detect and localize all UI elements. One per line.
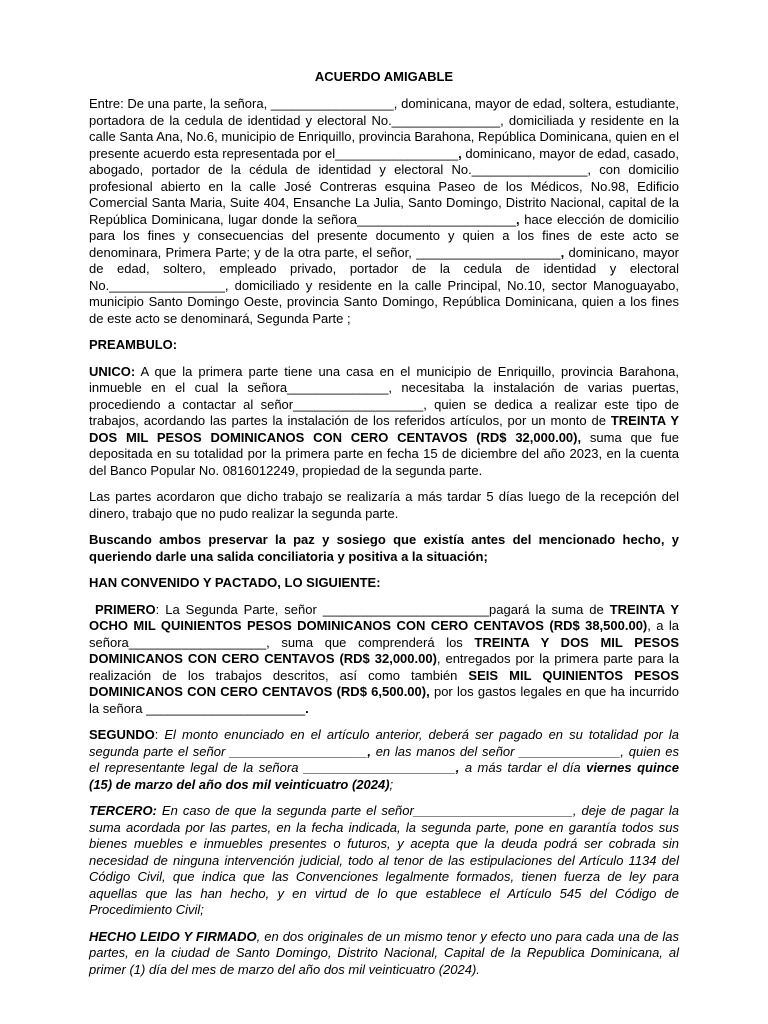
parties-text-3: hace elección de domicilio para los fines y consecuencias del presente documento y quien a los fines de este acto se denominara, Primera Parte; y de la otra parte, el señor, ____________________ [89, 211, 679, 260]
segundo-label: SEGUNDO [89, 727, 155, 742]
segundo-comma-2: , [455, 760, 460, 775]
segundo-paragraph [89, 727, 679, 793]
segundo-text-3: a más tardar el día [459, 760, 587, 775]
buscando-paragraph: Buscando ambos preservar la paz y sosiego que existía antes del mencionado hecho, y queriendo darle una salida conciliatoria y positiva a la situación; [89, 532, 679, 564]
parties-paragraph [89, 96, 679, 327]
hecho-paragraph [89, 929, 679, 979]
hecho-label: HECHO LEIDO Y FIRMADO [89, 928, 257, 944]
parties-text-1: Entre: De una parte, la señora, _________________, dominicana, mayor de edad, soltera, estudiante, portadora de la cedula de identidad y electoral No._______________, domiciliada y residente en la calle Santa Ana, No.6, municipio de Enriquillo, provincia Barahona, República Dominicana, quien en el presente acuerdo esta representada por el_________________ [89, 96, 679, 161]
segundo-colon: : [154, 727, 165, 742]
document-title: ACUERDO AMIGABLE [314, 69, 454, 84]
primero-end: . [305, 700, 309, 716]
segundo-date: viernes quince (15) de marzo del año dos mil veinticuatro (2024) [89, 760, 679, 792]
primero-amount-2: TREINTA Y DOS MIL PESOS DOMINICANOS CON CERO CENTAVOS (RD$ 32,000.00) [89, 634, 679, 666]
tercero-paragraph [89, 803, 679, 919]
preambulo-heading: PREAMBULO: [89, 337, 178, 352]
segundo-text-1: El monto enunciado en el artículo anterior, deberá ser pagado en su totalidad por la segunda parte el señor ___________________ [89, 727, 679, 759]
parties-text-4: dominicano, mayor de edad, soltero, empleado privado, portador de la cedula de identidad y electoral No.________________, domiciliado y residente en la calle Principal, No.10, sector Manoguayabo, municipio Santo Domingo Oeste, provincia Santo Domingo, República Dominicana, quien a los fines de este acto se denominará, Segunda Parte ; [89, 244, 679, 326]
primero-text-1: : La Segunda Parte, señor _______________________pagará la suma de [155, 601, 610, 617]
unico-label: UNICO: [89, 363, 136, 379]
primero-text-4: por los gastos legales en que ha incurrido la señora ______________________ [89, 684, 680, 716]
parties-comma-3: , [560, 244, 565, 260]
primero-text-2: , a la señora___________________, suma que comprenderá los [89, 618, 679, 650]
hecho-text: , en dos originales de un mismo tenor y efecto uno para cada una de las partes, en la ciudad de Santo Domingo, Distrito Nacional, Capital de la Republica Dominicana, al primer (1) día del mes de marzo del año dos mil veinticuatro (2024). [89, 928, 679, 977]
segundo-comma-1: , [367, 743, 371, 759]
primero-paragraph [89, 602, 679, 718]
primero-amount-1: TREINTA Y OCHO MIL QUINIENTOS PESOS DOMINICANOS CON CERO CENTAVOS (RD$ 38,500.00) [89, 601, 679, 633]
han-convenido-heading: HAN CONVENIDO Y PACTADO, LO SIGUIENTE: [89, 575, 381, 590]
unico-text-1: A que la primera parte tiene una casa en el municipio de Enriquillo, provincia Barahona, inmueble en el cual la señora______________, necesitaba la instalación de varias puertas, procediendo a contactar al señor__________________, quien se dedica a realizar este tipo de trabajos, acordando las partes la instalación de los referidos artículos, por un monto de [89, 363, 679, 428]
tercero-text: En caso de que la segunda parte el señor______________________, deje de pagar la suma acordada por las partes, en la fecha indicada, la segunda parte, pone en garantía todos sus bienes muebles e inmuebles presentes o futuros, y acepta que la deuda podrá ser cobrada sin necesidad de ninguna intervención judicial, todo al tenor de las estipulaciones del Artículo 1134 del Código Civil, que indica que las Convenciones legalmente formados, tienen fuerza de ley para aquellas que las han hecho, y en virtud de lo que establece el Artículo 545 del Código de Procedimiento Civil; [89, 803, 679, 917]
primero-amount-3: SEIS MIL QUINIENTOS PESOS DOMINICANOS CON CERO CENTAVOS (RD$ 6,500.00), [89, 667, 679, 699]
parties-comma-1: , [458, 145, 462, 161]
unico-paragraph [89, 364, 679, 480]
primero-label: PRIMERO [95, 601, 156, 617]
parties-comma-2: , [516, 211, 520, 227]
segundo-end: ; [389, 776, 394, 792]
parties-text-2: dominicano, mayor de edad, casado, abogado, portador de la cédula de identidad y electoral No.________________, con domicilio profesional abierto en la calle José Contreras esquina Paseo de los Médicos, No.98, Edificio Comercial Santa Maria, Suite 404, Ensanche La Julia, Santo Domingo, Distrito Nacional, capital de la República Dominicana, lugar donde la señora______________________ [89, 145, 679, 227]
tercero-label: TERCERO: [89, 803, 157, 818]
unico-amount: TREINTA Y DOS MIL PESOS DOMINICANOS CON CERO CENTAVOS (RD$ 32,000.00), [89, 413, 679, 445]
unico-text-2: suma que fue depositada en su totalidad por la primera parte en fecha 15 de diciembre del año 2023, en la cuenta del Banco Popular No. 0816012249, propiedad de la segunda parte. [89, 429, 679, 478]
segundo-text-2: en las manos del señor ______________, quien es el representante legal de la señora _____________________ [89, 743, 679, 775]
primero-text-3: , entregados por la primera parte para la realización de los trabajos descritos, así como también [89, 651, 679, 683]
acordaron-paragraph: Las partes acordaron que dicho trabajo se realizaría a más tardar 5 días luego de la recepción del dinero, trabajo que no pudo realizar la segunda parte. [89, 489, 679, 521]
